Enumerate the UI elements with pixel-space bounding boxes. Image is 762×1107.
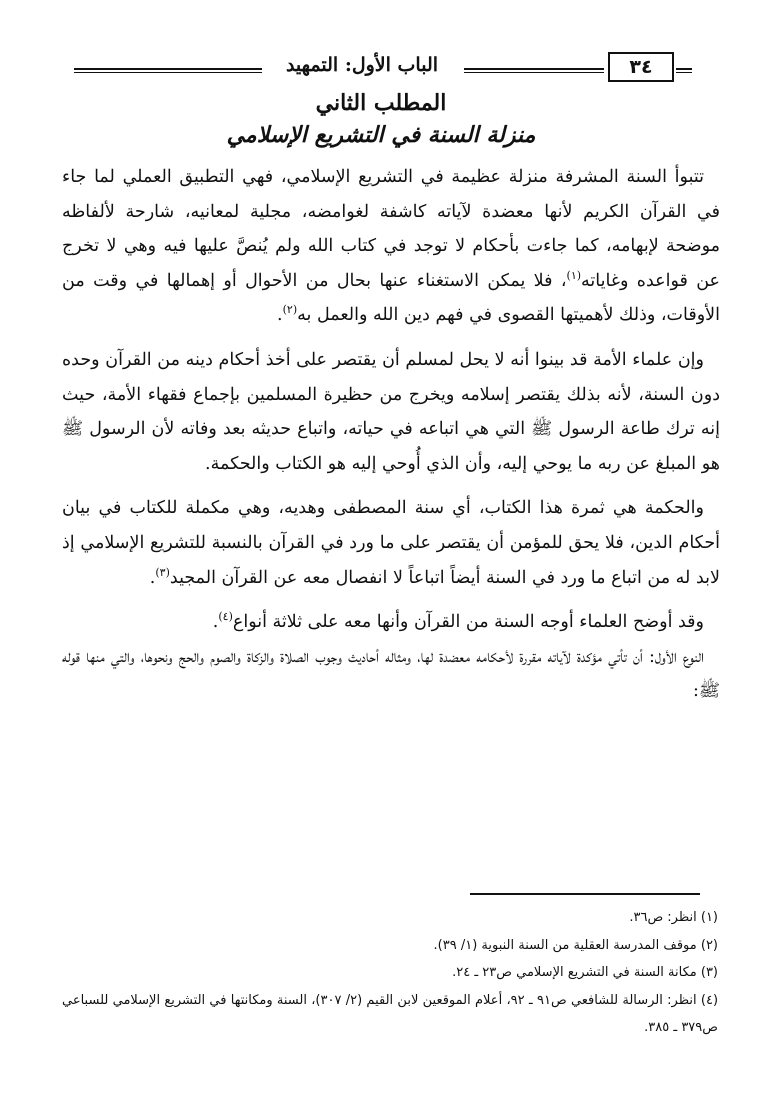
header-rule-middle-thin [464,72,604,73]
footnote-separator [470,893,700,895]
footnote-ref: (٣) [155,565,170,579]
paragraph-text: وقد أوضح العلماء أوجه السنة من القرآن وأنها معه على ثلاثة أنواع [232,612,704,633]
paragraph [62,640,720,709]
header-rule-left-thin [74,72,262,73]
section-heading: المطلب الثاني [315,90,447,116]
paragraph-text: ، فلا يمكن الاستغناء عنها بحال من الأحوال أو إهمالها في وقت من الأوقات، وذلك لأهميتها القصوى في فهم دين الله والعمل به [62,270,720,326]
footnote-ref: (٢) [282,303,298,317]
header-rule-right [676,68,692,70]
paragraph-text: تتبوأ السنة المشرفة منزلة عظيمة في التشريع الإسلامي، فهي التطبيق العملي لما جاء في القرآن الكريم لأنها معضدة لآياته كاشفة لغوامضه، مجلية لمعانيه، شارحة لألفاظه موضحة لإبهامه، كما جاءت بأحكام لا توجد في كتاب الله ولم يُنصَّ عليها فيه وهي لا تخرج عن قواعده وغاياته [62,167,720,291]
footnote-item: (٤) انظر: الرسالة للشافعي ص٩١ ـ ٩٢، أعلام الموقعين لابن القيم (٢/ ٣٠٧)، السنة ومكانتها في التشريع الإسلامي للسباعي ص٣٧٩ ـ ٣٨٥. [62,992,719,1035]
footnote-item: (٣) مكانة السنة في التشريع الإسلامي ص٢٣ ـ ٢٤. [452,965,718,980]
paragraph [62,491,720,595]
paragraph [62,343,720,481]
footnote-ref: (١) [566,268,582,282]
footnote-item: (٢) موقف المدرسة العقلية من السنة النبوية (١/ ٣٩). [433,937,718,953]
header-rule-left [74,68,262,70]
paragraph [62,605,720,640]
paragraph-text: . [212,612,219,633]
paragraph-text: والحكمة هي ثمرة هذا الكتاب، أي سنة المصطفى وهديه، وهي مكملة للكتاب في بيان أحكام الدين، فلا يحق للمؤمن أن يقتصر على ما ورد في القرآن بالنسبة للتشريع الإسلامي إذ لابد له من اتباع ما ورد في السنة أيضاً اتباعاً لا انفصال معه عن القرآن المجيد [62,498,720,588]
running-title: الباب الأول: التمهيد [285,54,439,76]
paragraph-text: النوع الأول: أن تأتي مؤكدة لآياته مقررة لأحكامه معضدة لها، ومثاله أحاديث وجوب الصلاة والزكاة والصوم والحج ونحوها، والتي منها قوله ﷺ: [62,646,720,702]
body-text [62,160,720,709]
section-title: منزلة السنة في التشريع الإسلامي [226,122,536,148]
paragraph-text: وإن علماء الأمة قد بينوا أنه لا يحل لمسلم أن يقتصر على أخذ أحكام دينه من القرآن وحده دون السنة، لأنه بذلك يقتصر إسلامه ويخرج من حظيرة المسلمين بإجماع فقهاء الأمة، حيث إنه ترك طاعة الرسول ﷺ التي هي اتباعه في حياته، واتباع حديثه بعد وفاته لأن الرسول ﷺ هو المبلغ عن ربه ما يوحي إليه، وأن الذي أُوحي إليه هو الكتاب والحكمة. [62,349,720,474]
footnote-item: (١) انظر: ص٣٦. [629,910,718,925]
paragraph-text: . [277,305,283,326]
footnotes [62,904,718,1042]
paragraph-text: . [149,567,156,588]
page-header [74,46,692,86]
page-number: ٣٤ [608,52,674,82]
footnote-ref: (٤) [218,610,233,624]
paragraph [62,160,720,333]
header-rule-middle [464,68,604,70]
header-rule-right-thin [676,72,692,73]
